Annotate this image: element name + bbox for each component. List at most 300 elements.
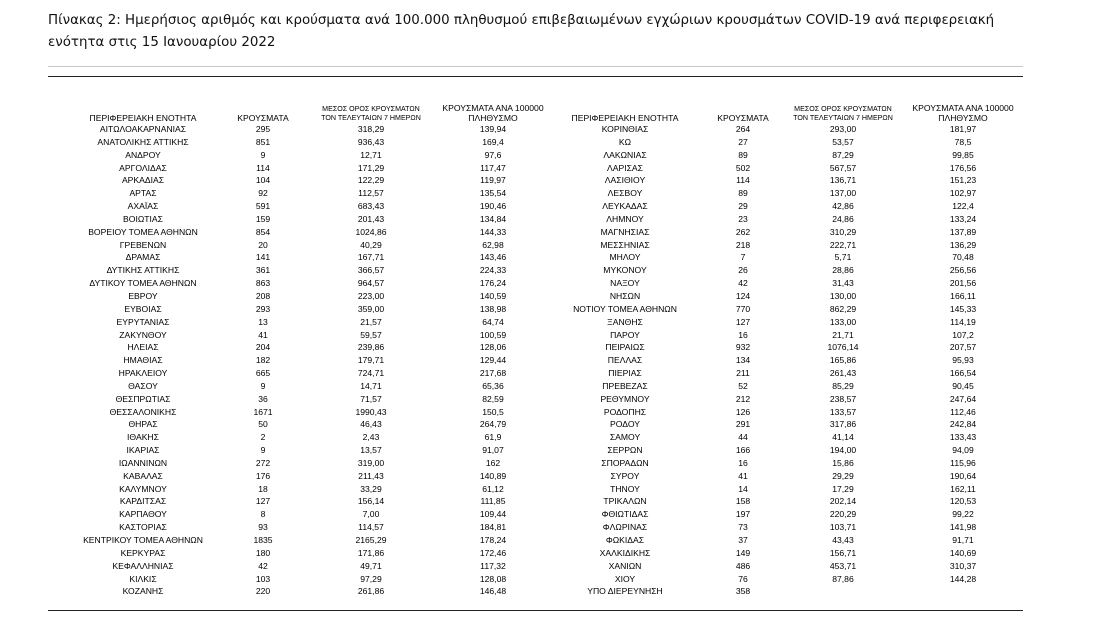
left-unit-name-cell: ΚΟΖΑΝΗΣ [122, 586, 164, 597]
left-avg-7days-cell: 201,43 [357, 213, 385, 224]
left-unit-name-cell: ΙΩΑΝΝΙΝΩΝ [118, 457, 168, 468]
right-per-100k-cell: 141,98 [949, 522, 977, 533]
left-per-100k-cell: 134,84 [479, 213, 507, 224]
right-unit-name-cell: ΝΑΞΟΥ [610, 278, 640, 289]
left-unit-name-cell: ΚΙΛΚΙΣ [129, 573, 157, 584]
left-unit-name-cell: ΕΥΒΟΙΑΣ [124, 303, 162, 314]
right-per-100k-cell: 78,5 [954, 136, 972, 147]
right-per-100k-cell: 247,64 [949, 393, 977, 404]
header-per100k-right [898, 103, 1028, 123]
left-unit-name-cell: ΚΑΛΥΜΝΟΥ [119, 483, 167, 494]
right-unit-name-cell: ΣΑΜΟΥ [609, 432, 641, 443]
table-row [48, 136, 1023, 149]
right-per-100k-cell: 144,28 [949, 573, 977, 584]
right-cases-cell: 114 [736, 175, 750, 186]
right-per-100k-cell: 115,96 [950, 457, 976, 468]
right-avg-7days-cell: 87,29 [832, 149, 854, 160]
left-cases-cell: 9 [260, 445, 266, 456]
left-unit-name-cell: ΑΙΤΩΛΟΑΚΑΡΝΑΝΙΑΣ [99, 124, 187, 134]
right-unit-name-cell: ΜΕΣΣΗΝΙΑΣ [600, 239, 650, 250]
right-avg-7days-cell: 136,71 [829, 175, 857, 186]
left-avg-7days-cell: 1024,86 [355, 226, 387, 237]
right-avg-7days-cell: 24,86 [832, 213, 854, 224]
right-cases-cell: 166 [735, 445, 751, 456]
left-cases-cell: 9 [260, 149, 266, 160]
right-unit-name-cell: ΛΑΚΩΝΙΑΣ [603, 149, 647, 160]
right-cases-cell: 126 [735, 406, 751, 417]
left-avg-7days-cell: 359,00 [357, 303, 385, 314]
left-unit-name-cell: ΒΟΙΩΤΙΑΣ [123, 213, 163, 224]
right-avg-7days-cell: 41,14 [832, 432, 854, 443]
right-per-100k-cell: 70,48 [952, 252, 974, 263]
header-avg-right [778, 105, 908, 123]
table-row [48, 508, 1023, 521]
table-row [48, 213, 1023, 226]
table-row [48, 303, 1023, 316]
left-unit-name-cell: ΑΡΚΑΔΙΑΣ [121, 175, 165, 186]
table-row [48, 534, 1023, 547]
right-cases-cell: 52 [738, 380, 748, 391]
right-avg-7days-cell: 137,00 [829, 188, 857, 199]
left-per-100k-cell: 176,24 [479, 278, 507, 289]
left-per-100k-cell: 178,24 [479, 535, 507, 545]
left-avg-7days-cell: 2,43 [362, 432, 380, 443]
covid-cases-table [48, 96, 1023, 598]
left-avg-7days-cell: 318,29 [357, 124, 385, 134]
right-avg-7days-cell: 87,86 [832, 573, 854, 584]
table-row [48, 521, 1023, 534]
right-unit-name-cell: ΚΩ [618, 136, 632, 147]
left-unit-name-cell: ΙΚΑΡΙΑΣ [126, 445, 160, 456]
left-unit-name-cell: ΔΡΑΜΑΣ [125, 252, 161, 263]
right-per-100k-cell: 145,33 [949, 303, 977, 314]
table-top-rule [48, 76, 1023, 77]
left-per-100k-cell: 143,46 [479, 252, 507, 263]
right-cases-cell: 264 [735, 124, 751, 134]
right-avg-7days-cell: 862,29 [829, 303, 857, 314]
left-cases-cell: 591 [255, 201, 271, 212]
right-per-100k-cell: 99,85 [952, 149, 974, 160]
table-row [48, 573, 1023, 586]
right-unit-name-cell: ΣΠΟΡΑΔΩΝ [601, 457, 649, 468]
right-cases-cell: 44 [738, 432, 748, 443]
right-unit-name-cell: ΠΙΕΡΙΑΣ [608, 368, 642, 379]
right-unit-name-cell: ΣΕΡΡΩΝ [607, 445, 643, 456]
table-row [48, 393, 1023, 406]
left-per-100k-cell: 150,5 [482, 406, 504, 417]
left-per-100k-cell: 172,46 [479, 547, 507, 558]
left-unit-name-cell: ΗΛΕΙΑΣ [127, 342, 159, 353]
left-per-100k-cell: 128,08 [479, 573, 507, 584]
left-per-100k-cell: 184,81 [479, 522, 507, 533]
left-avg-7days-cell: 12,71 [360, 149, 382, 160]
header-per100k-line2: ΠΛΗΘΥΣΜΟ [468, 113, 518, 123]
left-avg-7days-cell: 13,57 [360, 445, 382, 456]
left-cases-cell: 272 [255, 457, 271, 468]
right-avg-7days-cell: 194,00 [829, 445, 857, 456]
left-avg-7days-cell: 59,57 [360, 329, 382, 340]
right-unit-name-cell: ΠΕΛΛΑΣ [607, 355, 643, 366]
right-per-100k-cell: 181,97 [949, 124, 977, 134]
right-per-100k-cell: 99,22 [952, 509, 974, 520]
left-per-100k-cell: 264,79 [479, 419, 507, 430]
left-unit-name-cell: ΗΡΑΚΛΕΙΟΥ [118, 368, 168, 379]
left-cases-cell: 204 [255, 342, 271, 353]
left-unit-name-cell: ΑΝΑΤΟΛΙΚΗΣ ΑΤΤΙΚΗΣ [97, 136, 189, 147]
right-per-100k-cell: 140,69 [949, 547, 977, 558]
right-per-100k-cell: 162,11 [950, 483, 976, 494]
right-unit-name-cell: ΡΟΔΟΥ [610, 419, 640, 430]
right-per-100k-cell: 201,56 [949, 278, 977, 289]
right-unit-name-cell: ΦΛΩΡΙΝΑΣ [602, 522, 648, 533]
left-per-100k-cell: 140,59 [479, 290, 507, 301]
right-per-100k-cell: 122,4 [952, 201, 974, 212]
table-row [48, 329, 1023, 342]
left-cases-cell: 851 [255, 136, 271, 147]
left-avg-7days-cell: 964,57 [357, 278, 385, 289]
left-avg-7days-cell: 33,29 [360, 483, 382, 494]
left-avg-7days-cell: 122,29 [357, 175, 385, 186]
right-cases-cell: 14 [738, 483, 748, 494]
right-unit-name-cell: ΛΗΜΝΟΥ [606, 213, 644, 224]
left-cases-cell: 176 [255, 470, 271, 481]
table-row [48, 354, 1023, 367]
right-avg-7days-cell: 453,71 [829, 560, 857, 571]
right-avg-7days-cell: 293,00 [829, 124, 857, 134]
left-cases-cell: 103 [255, 573, 271, 584]
left-avg-7days-cell: 156,14 [357, 496, 385, 507]
right-per-100k-cell: 242,84 [949, 419, 977, 430]
right-cases-cell: 37 [738, 535, 748, 545]
right-cases-cell: 502 [735, 162, 751, 173]
header-avg-line2: ΤΟΝ ΤΕΛΕΥΤΑΙΩΝ 7 ΗΜΕΡΩΝ [321, 114, 421, 122]
left-avg-7days-cell: 14,71 [360, 380, 382, 391]
right-per-100k-cell: 310,37 [949, 560, 977, 571]
left-unit-name-cell: ΑΡΤΑΣ [129, 188, 157, 199]
left-cases-cell: 1835 [253, 535, 273, 545]
table-row [48, 187, 1023, 200]
table-row [48, 483, 1023, 496]
left-unit-name-cell: ΘΕΣΠΡΩΤΙΑΣ [115, 393, 171, 404]
right-avg-7days-cell: 103,71 [829, 522, 857, 533]
left-cases-cell: 293 [255, 303, 271, 314]
right-unit-name-cell: ΛΕΥΚΑΔΑΣ [602, 201, 648, 212]
left-unit-name-cell: ΖΑΚΥΝΘΟΥ [119, 329, 167, 340]
right-per-100k-cell: 114,19 [950, 316, 976, 327]
table-row [48, 174, 1023, 187]
left-avg-7days-cell: 223,00 [357, 290, 385, 301]
left-per-100k-cell: 82,59 [482, 393, 504, 404]
table-row [48, 162, 1023, 175]
right-unit-name-cell: ΣΥΡΟΥ [610, 470, 640, 481]
left-avg-7days-cell: 7,00 [362, 509, 380, 520]
table-row [48, 251, 1023, 264]
table-row [48, 367, 1023, 380]
left-cases-cell: 9 [260, 380, 266, 391]
right-unit-name-cell: ΡΟΔΟΠΗΣ [603, 406, 647, 417]
right-per-100k-cell: 112,46 [950, 406, 976, 417]
header-cases-right: ΚΡΟΥΣΜΑΤΑ [717, 113, 769, 123]
left-unit-name-cell: ΚΑΡΔΙΤΣΑΣ [119, 496, 167, 507]
table-bottom-rule [48, 610, 1023, 611]
right-cases-cell: 42 [738, 278, 748, 289]
left-avg-7days-cell: 21,57 [360, 316, 382, 327]
left-per-100k-cell: 61,9 [484, 432, 502, 443]
top-divider [48, 66, 1023, 67]
left-per-100k-cell: 146,48 [479, 586, 507, 597]
right-per-100k-cell: 133,43 [949, 432, 977, 443]
table-body [48, 123, 1023, 598]
left-per-100k-cell: 61,12 [482, 483, 504, 494]
header-avg-line1: ΜΕΣΟΣ ΟΡΟΣ ΚΡΟΥΣΜΑΤΩΝ [794, 105, 892, 113]
left-per-100k-cell: 217,68 [479, 368, 507, 379]
table-row [48, 431, 1023, 444]
left-avg-7days-cell: 683,43 [357, 201, 385, 212]
right-cases-cell: 41 [738, 470, 748, 481]
right-avg-7days-cell: 133,57 [829, 406, 857, 417]
right-unit-name-cell: ΥΠΟ ΔΙΕΡΕΥΝΗΣΗ [587, 586, 663, 597]
left-unit-name-cell: ΔΥΤΙΚΟΥ ΤΟΜΕΑ ΑΘΗΝΩΝ [89, 278, 197, 289]
left-cases-cell: 361 [255, 265, 271, 276]
left-per-100k-cell: 97,6 [484, 149, 502, 160]
right-per-100k-cell: 207,57 [949, 342, 977, 353]
table-row [48, 560, 1023, 573]
left-cases-cell: 665 [255, 368, 271, 379]
right-per-100k-cell: 102,97 [949, 188, 977, 199]
right-cases-cell: 23 [738, 213, 748, 224]
left-per-100k-cell: 138,98 [479, 303, 507, 314]
right-cases-cell: 770 [735, 303, 751, 314]
left-unit-name-cell: ΙΘΑΚΗΣ [127, 432, 159, 443]
table-row [48, 547, 1023, 560]
left-avg-7days-cell: 40,29 [360, 239, 382, 250]
header-avg-left [306, 105, 436, 123]
left-unit-name-cell: ΘΗΡΑΣ [128, 419, 158, 430]
left-avg-7days-cell: 112,57 [358, 188, 384, 199]
left-cases-cell: 1671 [253, 406, 273, 417]
table-row [48, 239, 1023, 252]
left-unit-name-cell: ΚΑΒΑΛΑΣ [123, 470, 163, 481]
left-avg-7days-cell: 171,29 [357, 162, 385, 173]
left-cases-cell: 295 [255, 124, 271, 134]
right-cases-cell: 218 [735, 239, 751, 250]
table-row [48, 585, 1023, 598]
left-cases-cell: 220 [255, 586, 271, 597]
header-per100k-line2: ΠΛΗΘΥΣΜΟ [938, 113, 988, 123]
header-avg-line1: ΜΕΣΟΣ ΟΡΟΣ ΚΡΟΥΣΜΑΤΩΝ [322, 105, 420, 113]
left-unit-name-cell: ΚΕΦΑΛΛΗΝΙΑΣ [112, 560, 174, 571]
header-cases-left: ΚΡΟΥΣΜΑΤΑ [237, 113, 289, 123]
header-avg-line2: ΤΟΝ ΤΕΛΕΥΤΑΙΩΝ 7 ΗΜΕΡΩΝ [793, 114, 893, 122]
right-unit-name-cell: ΡΕΘΥΜΝΟΥ [600, 393, 650, 404]
left-per-100k-cell: 129,44 [479, 355, 507, 366]
left-avg-7days-cell: 261,86 [357, 586, 385, 597]
left-cases-cell: 182 [255, 355, 271, 366]
left-per-100k-cell: 224,33 [479, 265, 507, 276]
left-cases-cell: 92 [258, 188, 268, 199]
right-avg-7days-cell: 21,71 [832, 329, 854, 340]
left-per-100k-cell: 91,07 [482, 445, 504, 456]
right-cases-cell: 158 [735, 496, 751, 507]
left-avg-7days-cell: 167,71 [357, 252, 385, 263]
right-unit-name-cell: ΧΑΛΚΙΔΙΚΗΣ [599, 547, 651, 558]
left-per-100k-cell: 109,44 [479, 509, 507, 520]
right-avg-7days-cell: 165,86 [829, 355, 857, 366]
left-avg-7days-cell: 319,00 [357, 457, 385, 468]
right-unit-name-cell: ΧΙΟΥ [614, 573, 636, 584]
left-cases-cell: 2 [260, 432, 266, 443]
left-avg-7days-cell: 2165,29 [355, 535, 387, 545]
right-per-100k-cell: 137,89 [949, 226, 977, 237]
left-per-100k-cell: 139,94 [479, 124, 507, 134]
right-per-100k-cell: 166,11 [950, 290, 976, 301]
right-cases-cell: 358 [735, 586, 751, 597]
right-per-100k-cell: 120,53 [949, 496, 977, 507]
left-cases-cell: 180 [255, 547, 271, 558]
left-per-100k-cell: 64,74 [482, 316, 504, 327]
right-avg-7days-cell: 317,86 [829, 419, 857, 430]
left-unit-name-cell: ΕΥΡΥΤΑΝΙΑΣ [116, 316, 170, 327]
left-per-100k-cell: 162 [485, 457, 501, 468]
right-unit-name-cell: ΠΡΕΒΕΖΑΣ [602, 380, 648, 391]
right-unit-name-cell: ΜΑΓΝΗΣΙΑΣ [600, 226, 650, 237]
right-unit-name-cell: ΜΥΚΟΝΟΥ [603, 265, 647, 276]
table-row [48, 406, 1023, 419]
left-unit-name-cell: ΘΕΣΣΑΛΟΝΙΚΗΣ [109, 406, 177, 417]
table-row [48, 277, 1023, 290]
right-per-100k-cell: 133,24 [949, 213, 977, 224]
left-unit-name-cell: ΑΧΑΪΑΣ [127, 201, 159, 212]
right-cases-cell: 29 [738, 201, 748, 212]
left-per-100k-cell: 117,32 [480, 560, 506, 571]
right-unit-name-cell: ΦΘΙΩΤΙΔΑΣ [601, 509, 649, 520]
right-cases-cell: 7 [740, 252, 746, 263]
left-per-100k-cell: 140,89 [479, 470, 507, 481]
right-avg-7days-cell: 1076,14 [827, 342, 859, 353]
right-cases-cell: 197 [735, 509, 751, 520]
header-per100k-line1: ΚΡΟΥΣΜΑΤΑ ΑΝΑ 100000 [912, 103, 1014, 113]
right-avg-7days-cell: 310,29 [829, 226, 857, 237]
table-header [48, 96, 1023, 123]
left-cases-cell: 13 [258, 316, 268, 327]
left-avg-7days-cell: 179,71 [357, 355, 385, 366]
table-row [48, 495, 1023, 508]
table-caption: Πίνακας 2: Ημερήσιος αριθμός και κρούσματα ανά 100.000 πληθυσμού επιβεβαιωμένων εγχώριων κρουσμάτων COVID-19 ανά περιφερειακή ενότητα στις 15 Ιανουαρίου 2022 [48, 13, 995, 50]
left-avg-7days-cell: 211,43 [358, 470, 384, 481]
right-cases-cell: 291 [735, 419, 751, 430]
left-unit-name-cell: ΚΕΝΤΡΙΚΟΥ ΤΟΜΕΑ ΑΘΗΝΩΝ [83, 535, 203, 545]
right-avg-7days-cell: 31,43 [832, 278, 854, 289]
right-avg-7days-cell: 156,71 [829, 547, 857, 558]
header-per100k-left [428, 103, 558, 123]
left-cases-cell: 8 [260, 509, 266, 520]
left-unit-name-cell: ΔΥΤΙΚΗΣ ΑΤΤΙΚΗΣ [106, 265, 180, 276]
right-avg-7days-cell: 42,86 [832, 201, 854, 212]
right-cases-cell: 26 [738, 265, 748, 276]
right-cases-cell: 134 [735, 355, 751, 366]
right-per-100k-cell: 176,56 [949, 162, 977, 173]
header-unit-right: ΠΕΡΙΦΕΡΕΙΑΚΗ ΕΝΟΤΗΤΑ [571, 113, 679, 123]
right-per-100k-cell: 94,09 [952, 445, 974, 456]
right-unit-name-cell: ΧΑΝΙΩΝ [608, 560, 642, 571]
right-avg-7days-cell: 29,29 [832, 470, 854, 481]
right-cases-cell: 124 [735, 290, 751, 301]
left-per-100k-cell: 62,98 [482, 239, 504, 250]
table-row [48, 380, 1023, 393]
left-unit-name-cell: ΒΟΡΕΙΟΥ ΤΟΜΕΑ ΑΘΗΝΩΝ [88, 226, 198, 237]
left-cases-cell: 104 [255, 175, 271, 186]
left-cases-cell: 114 [256, 162, 270, 173]
table-row [48, 444, 1023, 457]
left-per-100k-cell: 119,97 [480, 175, 506, 186]
right-per-100k-cell: 151,23 [949, 175, 977, 186]
left-unit-name-cell: ΑΡΓΟΛΙΔΑΣ [119, 162, 167, 173]
right-cases-cell: 89 [738, 188, 748, 199]
right-cases-cell: 16 [738, 457, 748, 468]
table-row [48, 457, 1023, 470]
right-unit-name-cell: ΜΗΛΟΥ [609, 252, 641, 263]
right-cases-cell: 16 [738, 329, 748, 340]
right-unit-name-cell: ΠΑΡΟΥ [610, 329, 640, 340]
left-avg-7days-cell: 171,86 [357, 547, 385, 558]
right-avg-7days-cell: 202,14 [829, 496, 857, 507]
right-unit-name-cell: ΠΕΙΡΑΙΩΣ [605, 342, 645, 353]
right-unit-name-cell: ΞΑΝΘΗΣ [607, 316, 643, 327]
right-avg-7days-cell: 238,57 [829, 393, 857, 404]
left-per-100k-cell: 128,06 [479, 342, 507, 353]
right-avg-7days-cell: 261,43 [829, 368, 857, 379]
header-per100k-line1: ΚΡΟΥΣΜΑΤΑ ΑΝΑ 100000 [442, 103, 544, 113]
left-per-100k-cell: 190,46 [479, 201, 507, 212]
table-row [48, 316, 1023, 329]
right-cases-cell: 76 [738, 573, 748, 584]
left-cases-cell: 159 [255, 213, 271, 224]
header-unit-left: ΠΕΡΙΦΕΡΕΙΑΚΗ ΕΝΟΤΗΤΑ [89, 113, 197, 123]
left-avg-7days-cell: 239,86 [357, 342, 385, 353]
right-unit-name-cell: ΛΑΡΙΣΑΣ [607, 162, 643, 173]
right-avg-7days-cell: 28,86 [832, 265, 854, 276]
right-avg-7days-cell: 53,57 [832, 136, 854, 147]
right-unit-name-cell: ΛΑΣΙΘΙΟΥ [604, 175, 646, 186]
left-unit-name-cell: ΚΕΡΚΥΡΑΣ [120, 547, 166, 558]
left-avg-7days-cell: 114,57 [358, 522, 384, 533]
right-unit-name-cell: ΝΗΣΩΝ [609, 290, 641, 301]
left-avg-7days-cell: 1990,43 [355, 406, 387, 417]
left-cases-cell: 141 [255, 252, 271, 263]
left-unit-name-cell: ΓΡΕΒΕΝΩΝ [119, 239, 167, 250]
right-cases-cell: 212 [735, 393, 751, 404]
left-avg-7days-cell: 49,71 [360, 560, 382, 571]
right-avg-7days-cell: 130,00 [829, 290, 857, 301]
right-cases-cell: 127 [735, 316, 751, 327]
left-cases-cell: 42 [258, 560, 268, 571]
left-per-100k-cell: 100,59 [479, 329, 507, 340]
right-cases-cell: 262 [735, 226, 751, 237]
right-avg-7days-cell: 17,29 [832, 483, 854, 494]
left-cases-cell: 208 [255, 290, 271, 301]
left-avg-7days-cell: 97,29 [360, 573, 382, 584]
right-unit-name-cell: ΝΟΤΙΟΥ ΤΟΜΕΑ ΑΘΗΝΩΝ [573, 303, 677, 314]
table-row [48, 123, 1023, 136]
right-per-100k-cell: 91,71 [952, 535, 974, 545]
left-cases-cell: 50 [258, 419, 268, 430]
left-cases-cell: 863 [255, 278, 271, 289]
left-cases-cell: 127 [255, 496, 271, 507]
left-unit-name-cell: ΗΜΑΘΙΑΣ [123, 355, 163, 366]
right-cases-cell: 486 [735, 560, 751, 571]
right-cases-cell: 73 [738, 522, 748, 533]
right-per-100k-cell: 95,93 [952, 355, 974, 366]
